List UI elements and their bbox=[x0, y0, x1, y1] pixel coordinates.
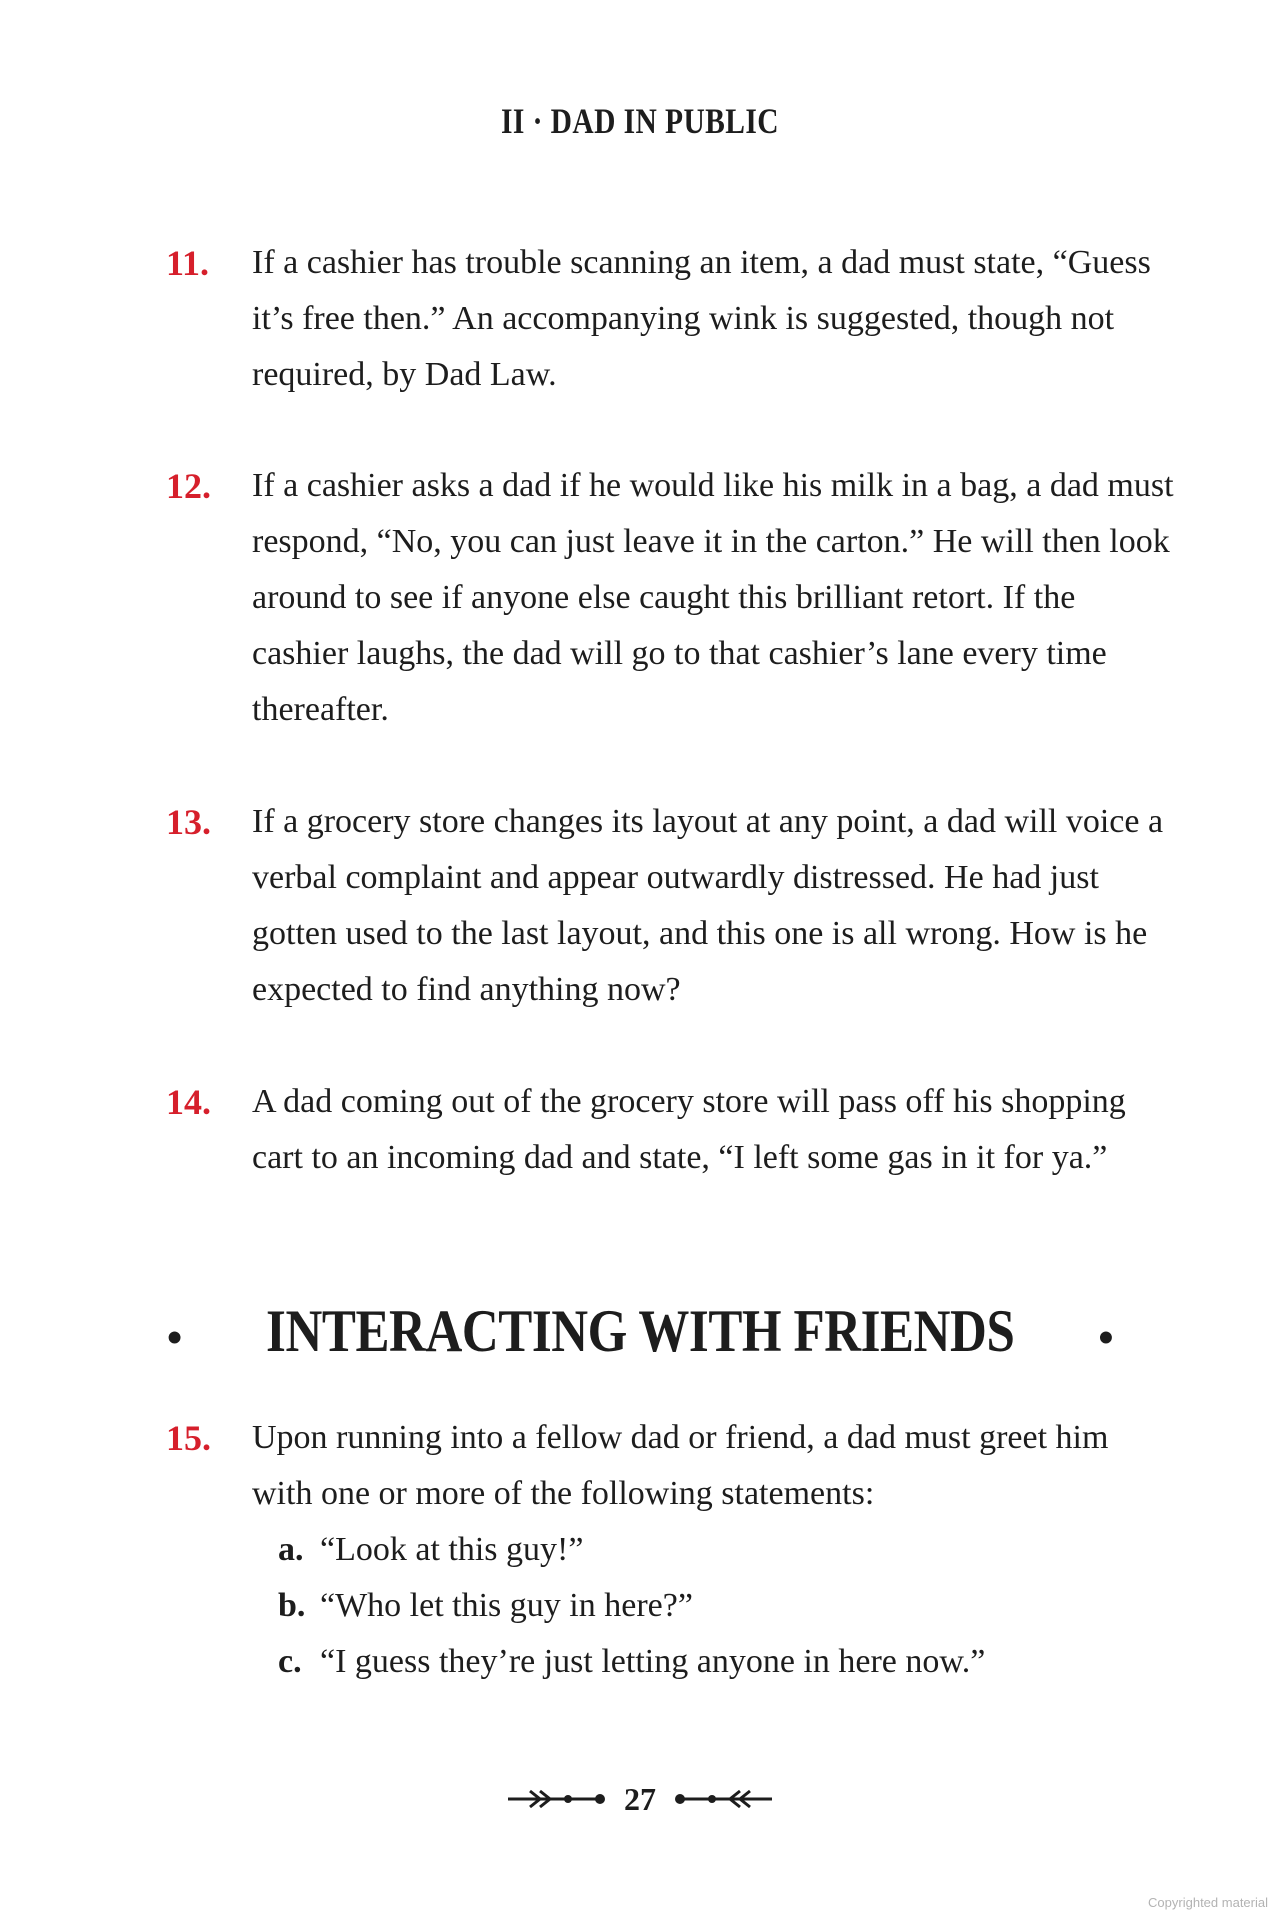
rule-number: 15. bbox=[166, 1418, 211, 1458]
sub-list bbox=[278, 1522, 1176, 1690]
list-item bbox=[278, 1578, 1176, 1634]
page-footer bbox=[0, 1775, 1280, 1819]
bullet-icon: • bbox=[1098, 1312, 1114, 1362]
arrow-ornament-left-icon bbox=[674, 1787, 774, 1811]
list-item-text: “Who let this guy in here?” bbox=[320, 1587, 693, 1624]
rule-item-15 bbox=[166, 1410, 1176, 1690]
rule-text: Upon running into a fellow dad or friend, a dad must greet him with one or more of the following statements: bbox=[252, 1419, 1109, 1512]
rule-number: 12. bbox=[166, 466, 211, 506]
rule-text: If a cashier asks a dad if he would like his milk in a bag, a dad must respond, “No, you can just leave it in the carton.” He will then look around to see if anyone else caught this brilliant retort. If the cashier laughs, the dad will go to that cashier’s lane every time thereafter. bbox=[252, 467, 1174, 728]
list-item-letter: c. bbox=[278, 1643, 302, 1680]
rule-item-14 bbox=[166, 1074, 1176, 1186]
rule-item-12 bbox=[166, 458, 1176, 738]
rule-number: 13. bbox=[166, 802, 211, 842]
rule-item-13 bbox=[166, 794, 1176, 1018]
list-item bbox=[278, 1634, 1176, 1690]
rule-text: If a grocery store changes its layout at any point, a dad will voice a verbal complaint and appear outwardly distressed. He had just gotten used to the last layout, and this one is all wrong. How is he expected to find anything now? bbox=[252, 803, 1164, 1008]
section-heading-text: INTERACTING WITH FRIENDS bbox=[265, 1298, 1015, 1364]
rule-item-11 bbox=[166, 235, 1176, 403]
list-item-text: “Look at this guy!” bbox=[320, 1531, 584, 1568]
bullet-icon: • bbox=[166, 1312, 182, 1362]
running-head: II · DAD IN PUBLIC bbox=[500, 101, 780, 141]
rule-text: A dad coming out of the grocery store will pass off his shopping cart to an incoming dad and state, “I left some gas in it for ya.” bbox=[252, 1083, 1126, 1176]
page-number: 27 bbox=[624, 1780, 656, 1817]
list-item-letter: a. bbox=[278, 1531, 304, 1568]
list-item-letter: b. bbox=[278, 1587, 306, 1624]
list-item-text: “I guess they’re just letting anyone in here now.” bbox=[320, 1643, 986, 1680]
arrow-ornament-right-icon bbox=[506, 1787, 606, 1811]
rule-number: 11. bbox=[166, 243, 210, 283]
copyright-notice: Copyrighted material bbox=[1148, 1895, 1268, 1910]
rule-text: If a cashier has trouble scanning an item, a dad must state, “Guess it’s free then.” An accompanying wink is suggested, though not required, by Dad Law. bbox=[252, 244, 1151, 393]
section-heading bbox=[0, 1297, 1280, 1366]
list-item bbox=[278, 1522, 1176, 1578]
rule-number: 14. bbox=[166, 1082, 211, 1122]
